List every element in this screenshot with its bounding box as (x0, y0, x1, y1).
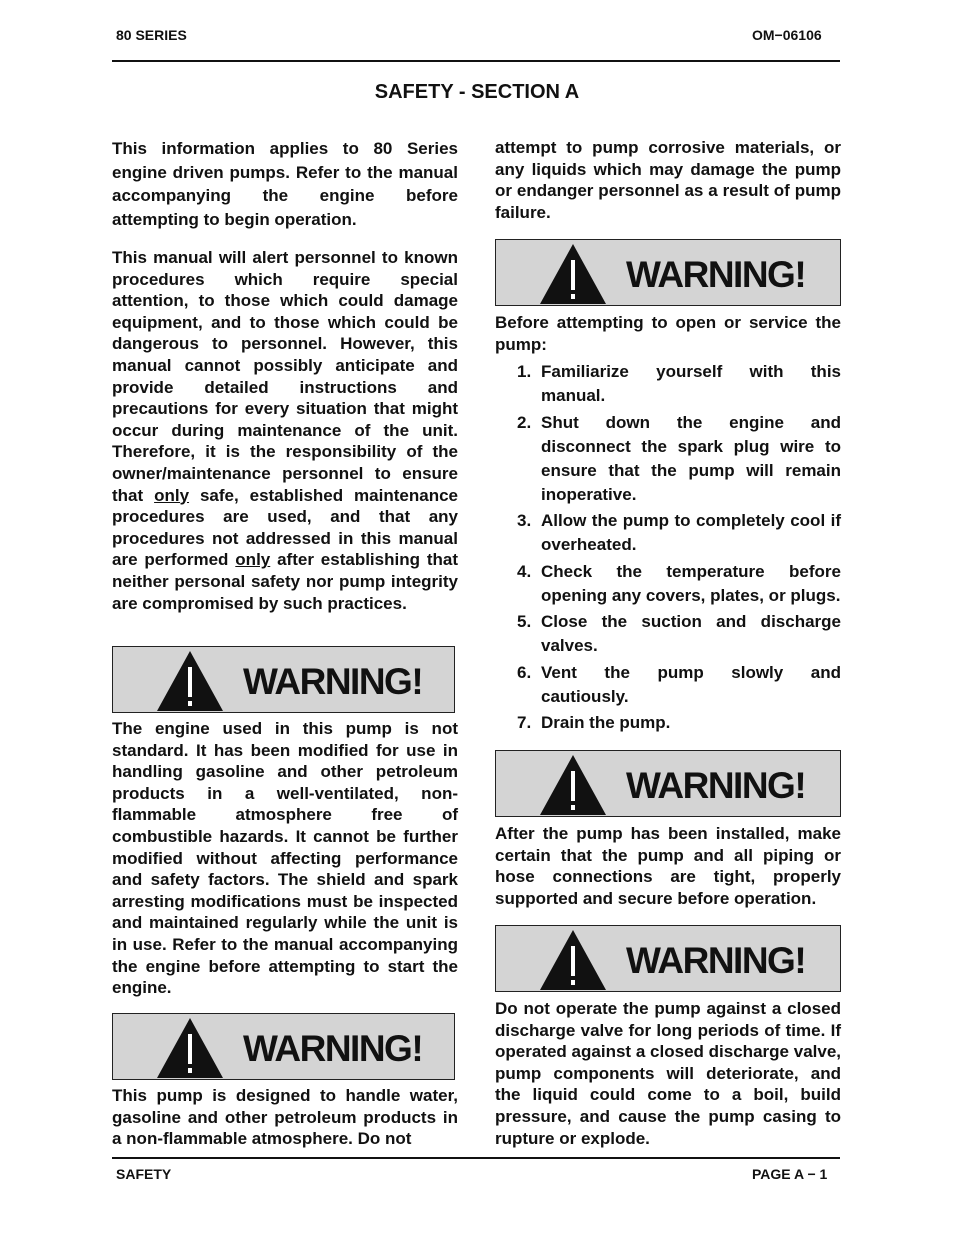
list-item (495, 411, 841, 507)
step-text: Familiarize yourself with this manual. (541, 362, 841, 406)
footer-section: SAFETY (116, 1166, 172, 1182)
manual-alert-text-b: safe, established maintenance procedures are used, and that any procedures not addressed in this manual are performed (112, 485, 458, 570)
list-item (495, 360, 841, 408)
footer-rule (112, 1157, 840, 1159)
header-series: 80 SERIES (116, 27, 187, 43)
step-text: Check the temperature before opening any covers, plates, or plugs. (541, 561, 841, 605)
step-number: 2. (517, 412, 532, 432)
manual-alert-paragraph (112, 247, 458, 614)
list-item (495, 711, 841, 735)
step-number: 1. (517, 362, 532, 382)
manual-alert-text-a: This manual will alert personnel to known procedures which require special attention, to those which could damage equipment, and to those which could be dangerous to personnel. However, this manual cannot possibly anticipate and provide detailed instructions and precautions for every situation that might occur during maintenance of the unit. Therefore, it is the responsibility of the owner/maintenance personnel to ensure that (112, 248, 458, 505)
step-text: Drain the pump. (541, 713, 671, 733)
step-number: 6. (517, 662, 532, 682)
service-instructions (495, 312, 841, 738)
warning-box (112, 1013, 455, 1080)
installation-paragraph: After the pump has been installed, make certain that the pump and all piping or hose connections are tight, properly supported and secure before operation. (495, 824, 841, 908)
only-emphasis-1: only (154, 485, 190, 505)
warning-box (495, 925, 841, 992)
pump-usage-text (112, 1085, 458, 1150)
manual-alert-text-c: after establishing that neither personal safety nor pump integrity are compromised by such practices. (112, 550, 458, 613)
installation-warning-text (495, 823, 841, 909)
step-text: Close the suction and discharge valves. (541, 612, 841, 656)
warning-label: WARNING! (626, 254, 806, 295)
service-steps-list (495, 360, 841, 735)
header-rule (112, 60, 840, 62)
warning-triangle-icon (538, 928, 608, 992)
warning-triangle-icon (155, 649, 225, 713)
engine-warning-text (112, 718, 458, 999)
footer-page-number: PAGE A − 1 (752, 1166, 828, 1182)
warning-triangle-icon (538, 242, 608, 306)
step-text: Vent the pump slowly and cautiously. (541, 662, 841, 706)
step-text: Shut down the engine and disconnect the spark plug wire to ensure that the pump will remain inoperative. (541, 412, 841, 504)
warning-box (112, 646, 455, 713)
step-number: 4. (517, 561, 532, 581)
service-intro-paragraph: Before attempting to open or service the pump: (495, 313, 841, 354)
pump-usage-paragraph: This pump is designed to handle water, gasoline and other petroleum products in a non-flammable atmosphere. Do not (112, 1086, 458, 1149)
page-title: SAFETY - SECTION A (374, 81, 580, 103)
closed-valve-paragraph: Do not operate the pump against a closed discharge valve for long periods of time. If operated against a closed discharge valve, pump components will deteriorate, and the liquid could come to a boil, build pressure, and cause the pump casing to rupture or explode. (495, 999, 841, 1148)
warning-triangle-icon (538, 753, 608, 817)
corrosive-materials-paragraph: attempt to pump corrosive materials, or any liquids which may damage the pump or endanger personnel as a result of pump failure. (495, 138, 841, 222)
list-item (495, 610, 841, 658)
step-text: Allow the pump to completely cool if overheated. (541, 511, 841, 555)
warning-triangle-icon (155, 1016, 225, 1080)
only-emphasis-2: only (235, 550, 271, 570)
step-number: 5. (517, 612, 532, 632)
step-number: 3. (517, 511, 532, 531)
intro-paragraph: This information applies to 80 Series engine driven pumps. Refer to the manual accompanying the engine before attempting to begin operation. (112, 139, 458, 229)
warning-label: WARNING! (243, 661, 423, 702)
warning-box (495, 750, 841, 817)
warning-label: WARNING! (626, 765, 806, 806)
engine-modification-paragraph: The engine used in this pump is not standard. It has been modified for use in handling gasoline and other petroleum products in a well-ventilated, non-flammable atmosphere free of combustible hazards. It cannot be further modified without affecting performance and safety factors. The shield and spark arresting modifications must be inspected and maintained regularly while the unit is in use. Refer to the manual accompanying the engine before attempting to start the engine. (112, 719, 458, 998)
left-column (112, 137, 458, 614)
list-item (495, 560, 841, 608)
header-document-number: OM−06106 (752, 27, 822, 43)
closed-valve-warning-text (495, 998, 841, 1149)
warning-box (495, 239, 841, 306)
right-column-top (495, 137, 841, 223)
warning-label: WARNING! (243, 1028, 423, 1069)
step-number: 7. (517, 713, 532, 733)
list-item (495, 661, 841, 709)
list-item (495, 509, 841, 557)
warning-label: WARNING! (626, 940, 806, 981)
